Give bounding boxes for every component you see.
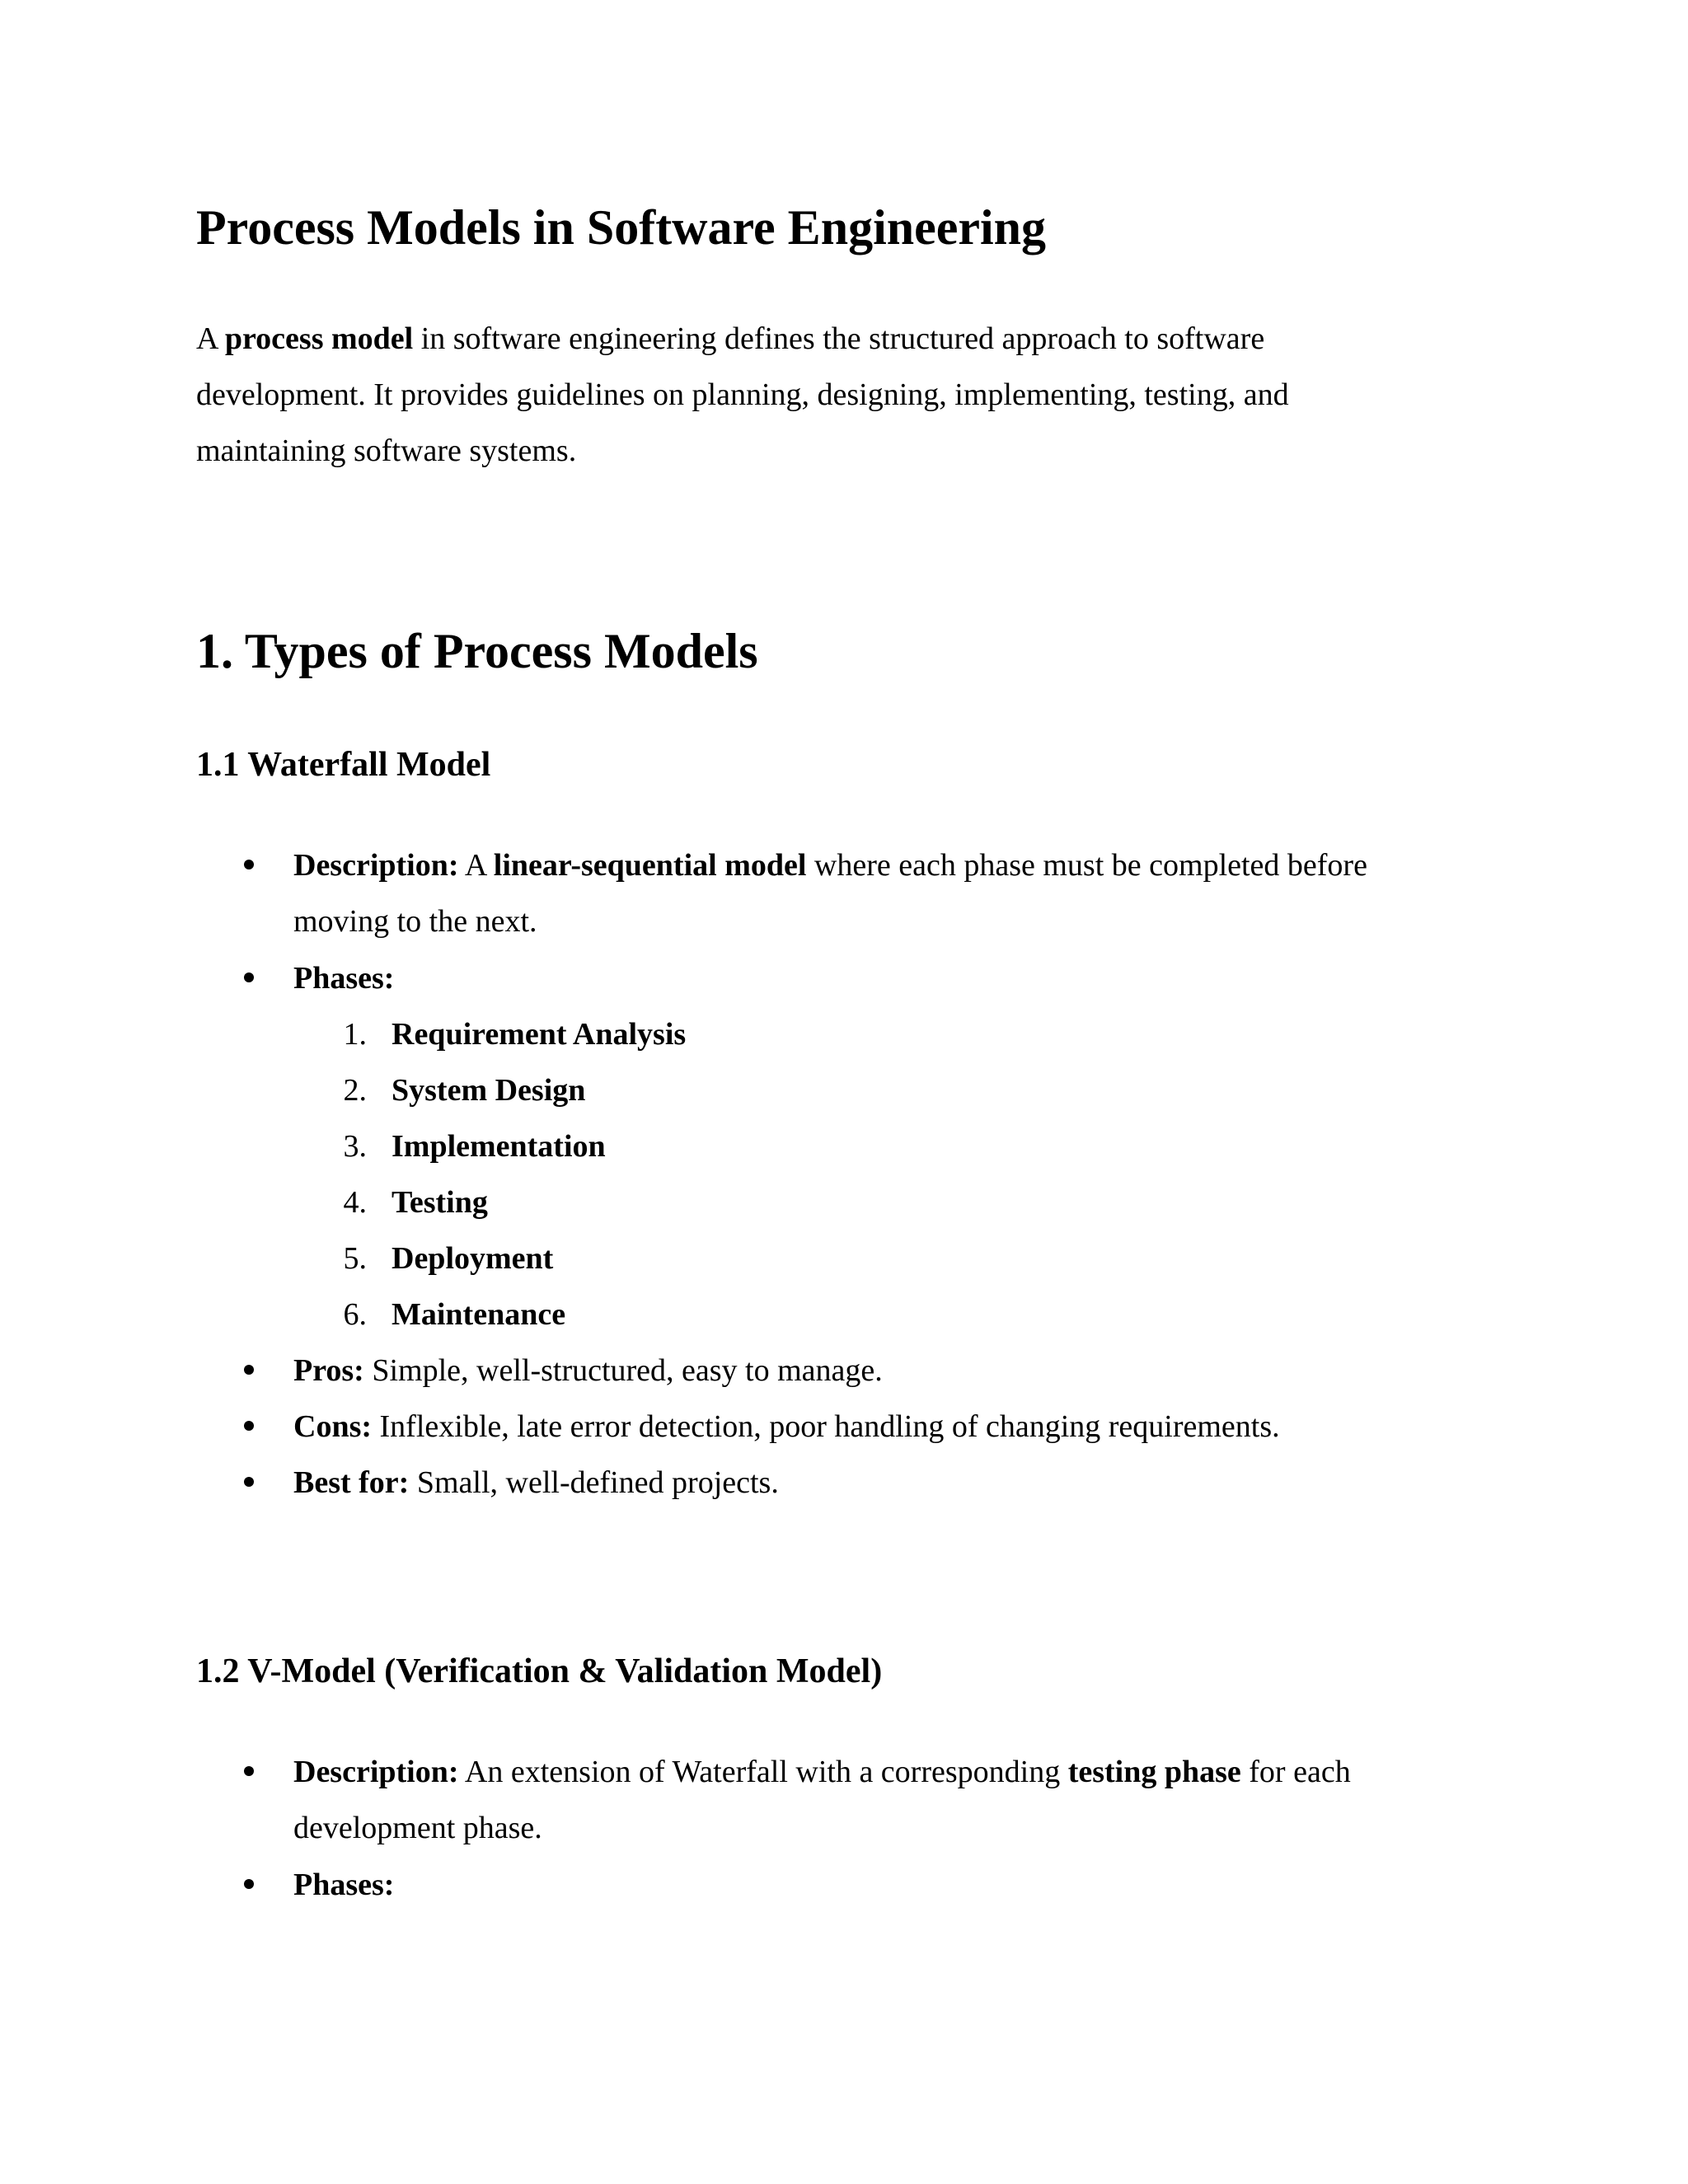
- phase-label: Deployment: [392, 1241, 554, 1276]
- bullet-icon: [244, 972, 254, 982]
- intro-bold-term: process model: [224, 321, 414, 356]
- phase-number: 2.: [343, 1073, 367, 1108]
- intro-text: A: [196, 321, 225, 356]
- vmodel-description-line-2: development phase.: [293, 1811, 542, 1845]
- phase-label: Requirement Analysis: [392, 1017, 687, 1052]
- intro-text: in software engineering defines the structured approach to software: [413, 321, 1265, 356]
- bullet-icon: [244, 1421, 254, 1431]
- phase-label: System Design: [392, 1073, 586, 1108]
- bullet-icon: [244, 1879, 254, 1889]
- waterfall-phases-label: Phases:: [293, 961, 395, 996]
- intro-line-2: development. It provides guidelines on planning, designing, implementing, testing, and: [196, 377, 1289, 412]
- phase-number: 6.: [343, 1297, 367, 1332]
- page-title: Process Models in Software Engineering: [196, 200, 1047, 255]
- description-bold-term: testing phase: [1067, 1755, 1241, 1789]
- bullet-icon: [244, 1766, 254, 1776]
- phase-label: Implementation: [392, 1129, 606, 1164]
- description-text: A: [458, 848, 494, 883]
- phase-label: Maintenance: [392, 1297, 566, 1332]
- waterfall-best-for: [293, 1467, 779, 1498]
- description-label: Description:: [293, 1755, 459, 1789]
- section-heading: 1. Types of Process Models: [196, 624, 758, 678]
- vmodel-description: [293, 1756, 1351, 1788]
- description-bold-term: linear-sequential model: [493, 848, 807, 883]
- cons-label: Cons:: [293, 1409, 373, 1444]
- waterfall-description: [293, 850, 1367, 881]
- vmodel-phases-label: Phases:: [293, 1868, 395, 1902]
- description-text: where each phase must be completed before: [806, 848, 1367, 883]
- phase-number: 3.: [343, 1129, 367, 1164]
- phase-label: Testing: [392, 1185, 488, 1220]
- description-text: An extension of Waterfall with a corresponding: [458, 1755, 1068, 1789]
- intro-line-1: [196, 323, 1264, 354]
- bullet-icon: [244, 1477, 254, 1487]
- cons-text: Inflexible, late error detection, poor handling of changing requirements.: [372, 1409, 1280, 1444]
- phase-number: 4.: [343, 1185, 367, 1220]
- waterfall-pros: [293, 1355, 883, 1386]
- subsection-heading-waterfall: 1.1 Waterfall Model: [196, 746, 491, 784]
- waterfall-description-line-2: moving to the next.: [293, 904, 537, 939]
- phase-number: 1.: [343, 1017, 367, 1052]
- pros-text: Simple, well-structured, easy to manage.: [363, 1353, 883, 1388]
- bullet-icon: [244, 1365, 254, 1375]
- bullet-icon: [244, 860, 254, 869]
- best-for-text: Small, well-defined projects.: [409, 1465, 779, 1500]
- description-text: for each: [1240, 1755, 1351, 1789]
- description-label: Description:: [293, 848, 459, 883]
- intro-line-3: maintaining software systems.: [196, 434, 577, 468]
- subsection-heading-v-model: 1.2 V-Model (Verification & Validation Model): [196, 1652, 883, 1690]
- best-for-label: Best for:: [293, 1465, 410, 1500]
- pros-label: Pros:: [293, 1353, 364, 1388]
- waterfall-cons: [293, 1411, 1280, 1442]
- phase-number: 5.: [343, 1241, 367, 1276]
